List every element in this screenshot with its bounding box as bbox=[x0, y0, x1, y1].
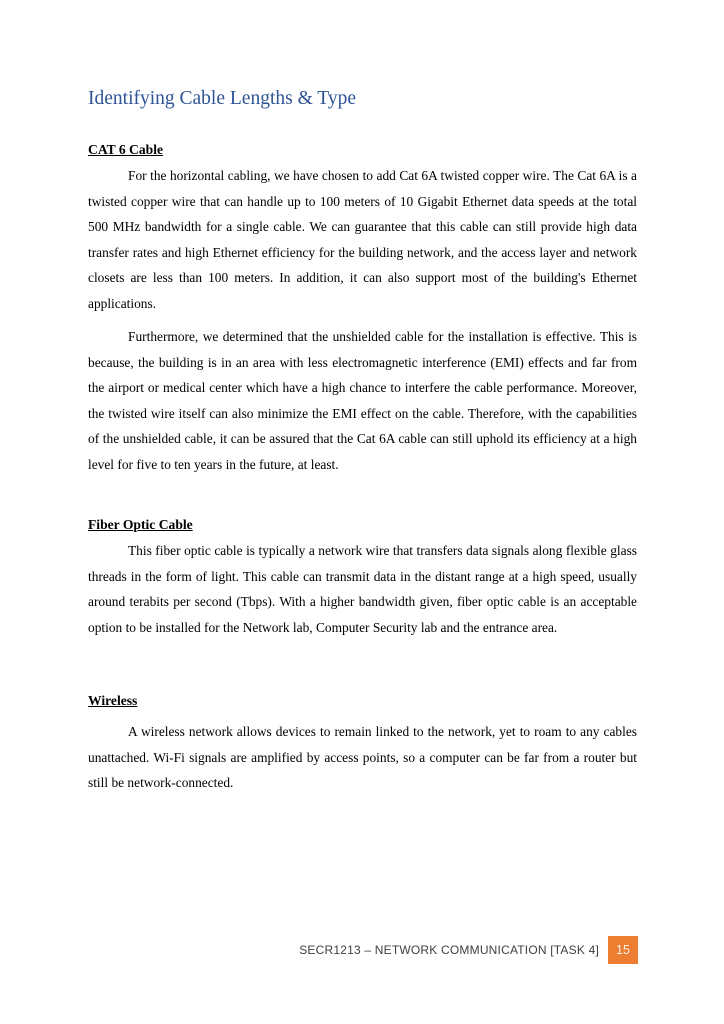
paragraph-fiber-optic: This fiber optic cable is typically a network wire that transfers data signals along flexible glass threads in the form of light. This cable can transmit data in the distant range at a high speed, usually around terabits per second (Tbps). With a higher bandwidth given, fiber optic cable is an acceptable option to be installed for the Network lab, Computer Security lab and the entrance area. bbox=[88, 543, 637, 635]
section-wireless bbox=[88, 691, 637, 796]
page-footer bbox=[299, 936, 638, 964]
section-heading-cat6-cable: CAT 6 Cable bbox=[88, 142, 164, 157]
footer-text: SECR1213 – NETWORK COMMUNICATION [TASK 4] bbox=[299, 943, 599, 957]
section-fiber-optic-cable bbox=[88, 515, 637, 640]
paragraph-cat6-2: Furthermore, we determined that the unshielded cable for the installation is effective. This is because, the building is in an area with less electromagnetic interference (EMI) effects and far from the airport or medical center which have a high chance to interfere the cable performance. Moreover, the twisted wire itself can also minimize the EMI effect on the cable. Therefore, with the capabilities of the unshielded cable, it can be assured that the Cat 6A cable can still uphold its efficiency at a high level for five to ten years in the future, at least. bbox=[88, 329, 637, 472]
page-number-badge: 15 bbox=[608, 936, 638, 964]
paragraph-cat6-1: For the horizontal cabling, we have chosen to add Cat 6A twisted copper wire. The Cat 6A is a twisted copper wire that can handle up to 100 meters of 10 Gigabit Ethernet data speeds at the total 500 MHz bandwidth for a single cable. We can guarantee that this cable can still provide high data transfer rates and high Ethernet efficiency for the building network, and the access layer and network closets are less than 100 meters. In addition, it can also support most of the building's Ethernet applications. bbox=[88, 168, 637, 311]
section-heading-fiber-optic-cable: Fiber Optic Cable bbox=[88, 517, 193, 532]
section-cat6-cable bbox=[88, 140, 637, 477]
section-heading-wireless: Wireless bbox=[88, 693, 138, 708]
page-title: Identifying Cable Lengths & Type bbox=[88, 88, 356, 109]
paragraph-wireless: A wireless network allows devices to remain linked to the network, yet to roam to any cables unattached. Wi-Fi signals are amplified by access points, so a computer can be far from a router but still be network-connected. bbox=[88, 724, 637, 790]
